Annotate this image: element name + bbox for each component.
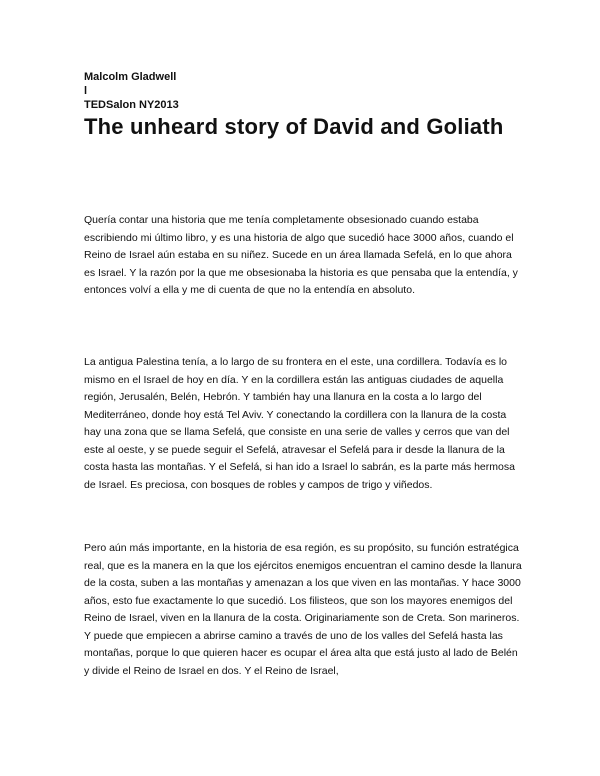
paragraph-2: La antigua Palestina tenía, a lo largo de su frontera en el este, una cordillera. Todavía es lo mismo en el Israel de hoy en día. Y en la cordillera están las antiguas ciudades de aquella región, Jerusalén, Belén, Hebrón. Y también hay una llanura en la costa a lo largo del Mediterráneo, donde hoy está Tel Aviv. Y conectando la cordillera con la llanura de la costa hay una zona que se llama Sefelá, que consiste en una serie de valles y cerros que van del este al oeste, y se puede seguir el Sefelá, atravesar el Sefelá para ir desde la llanura de la costa hasta las montañas. Y el Sefelá, si han ido a Israel lo sabrán, es la parte más hermosa de Israel. Es preciosa, con bosques de robles y campos de trigo y viñedos. xyxy=(84,356,515,491)
paragraph-3: Pero aún más importante, en la historia de esa región, es su propósito, su función estratégica real, que es la manera en la que los ejércitos enemigos encuentran el camino desde la llanura de la costa, suben a las montañas y amenazan a los que viven en las montañas. Y hace 3000 años, esto fue exactamente lo que sucedió. Los filisteos, que son los mayores enemigos del Reino de Israel, viven en la llanura de la costa. Originariamente son de Creta. Son marineros. Y puede que empiecen a abrirse camino a través de uno de los valles del Sefelá hasta las montañas, porque lo que quieren hacer es ocupar el área alta que está justo al lado de Belén y divide el Reino de Israel en dos. Y el Reino de Israel, xyxy=(84,542,522,677)
paragraph-1: Quería contar una historia que me tenía completamente obsesionado cuando estaba escribiendo mi último libro, y es una historia de algo que sucedió hace 3000 años, cuando el Reino de Israel aún estaba en su niñez. Sucede en un área llamada Sefelá, en lo que ahora es Israel. Y la razón por la que me obsesionaba la historia es que pensaba que la entendía, y entonces volví a ella y me di cuenta de que no la entendía en absoluto. xyxy=(84,214,518,296)
talk-title: The unheard story of David and Goliath xyxy=(84,114,504,139)
separator-mark: l xyxy=(84,85,88,97)
document-page xyxy=(84,70,524,677)
event-name: TEDSalon NY2013 xyxy=(84,99,179,111)
author-name: Malcolm Gladwell xyxy=(84,71,177,83)
